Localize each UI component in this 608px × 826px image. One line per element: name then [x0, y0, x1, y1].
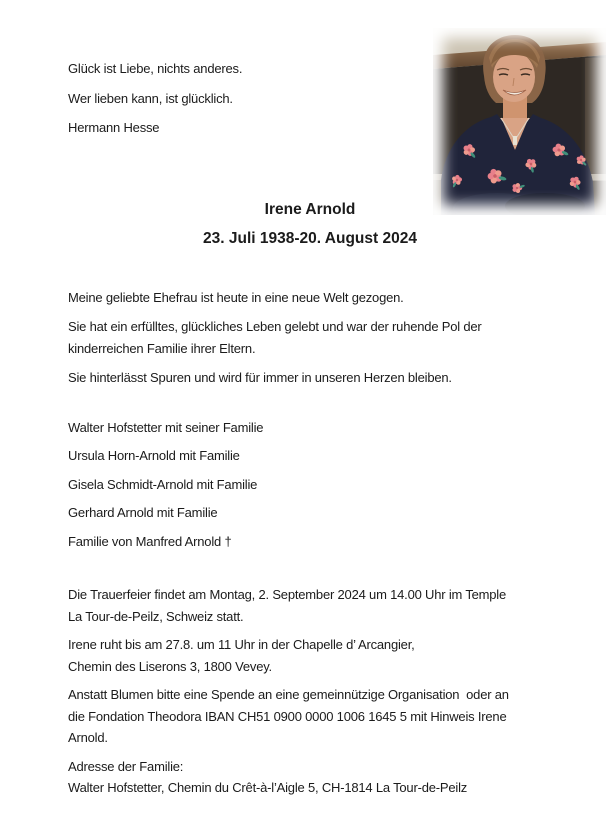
- family-member: Gisela Schmidt-Arnold mit Familie: [68, 476, 258, 492]
- memorial-paragraph-2-line-2: kinderreichen Familie ihrer Eltern.: [68, 340, 256, 356]
- memorial-paragraph-3: Sie hinterlässt Spuren und wird für immer in unseren Herzen bleiben.: [68, 370, 452, 385]
- quote-line-1: Glück ist Liebe, nichts anderes.: [68, 61, 243, 76]
- document-content: [68, 0, 552, 799]
- service-details: [68, 584, 552, 799]
- family-member: Familie von Manfred Arnold †: [68, 533, 232, 549]
- family-address-label: Adresse der Familie:: [68, 758, 184, 774]
- funeral-service-line-2: La Tour-de-Peilz, Schweiz statt.: [68, 608, 244, 624]
- life-dates: 23. Juli 1938-20. August 2024: [203, 230, 417, 247]
- quote-line-2: Wer lieben kann, ist glücklich.: [68, 90, 233, 106]
- donation-line-1: Anstatt Blumen bitte eine Spende an eine gemeinnützige Organisation oder an: [68, 687, 509, 702]
- quote-attribution: Hermann Hesse: [68, 120, 160, 135]
- family-member: Gerhard Arnold mit Familie: [68, 505, 218, 520]
- family-list: [68, 417, 552, 553]
- chapel-line-2: Chemin des Liserons 3, 1800 Vevey.: [68, 658, 272, 674]
- memorial-paragraph-1: Meine geliebte Ehefrau ist heute in eine neue Welt gezogen.: [68, 289, 404, 305]
- donation-line-3: Arnold.: [68, 730, 108, 745]
- memorial-paragraph-2-line-1: Sie hat ein erfülltes, glückliches Leben gelebt und war der ruhende Pol der: [68, 319, 482, 334]
- memorial-text: [68, 287, 552, 389]
- quote-block: [68, 58, 552, 139]
- family-address-value: Walter Hofstetter, Chemin du Crêt-à-l’Aigle 5, CH-1814 La Tour-de-Peilz: [68, 780, 468, 795]
- family-member: Ursula Horn-Arnold mit Familie: [68, 448, 240, 463]
- deceased-name: Irene Arnold: [264, 200, 356, 218]
- family-member: Walter Hofstetter mit seiner Familie: [68, 419, 264, 435]
- funeral-service-line-1: Die Trauerfeier findet am Montag, 2. September 2024 um 14.00 Uhr im Temple: [68, 587, 507, 602]
- chapel-line-1: Irene ruht bis am 27.8. um 11 Uhr in der Chapelle d’ Arcangier,: [68, 637, 415, 652]
- header-block: [68, 199, 552, 250]
- donation-line-2: die Fondation Theodora IBAN CH51 0900 0000 1006 1645 5 mit Hinweis Irene: [68, 708, 507, 724]
